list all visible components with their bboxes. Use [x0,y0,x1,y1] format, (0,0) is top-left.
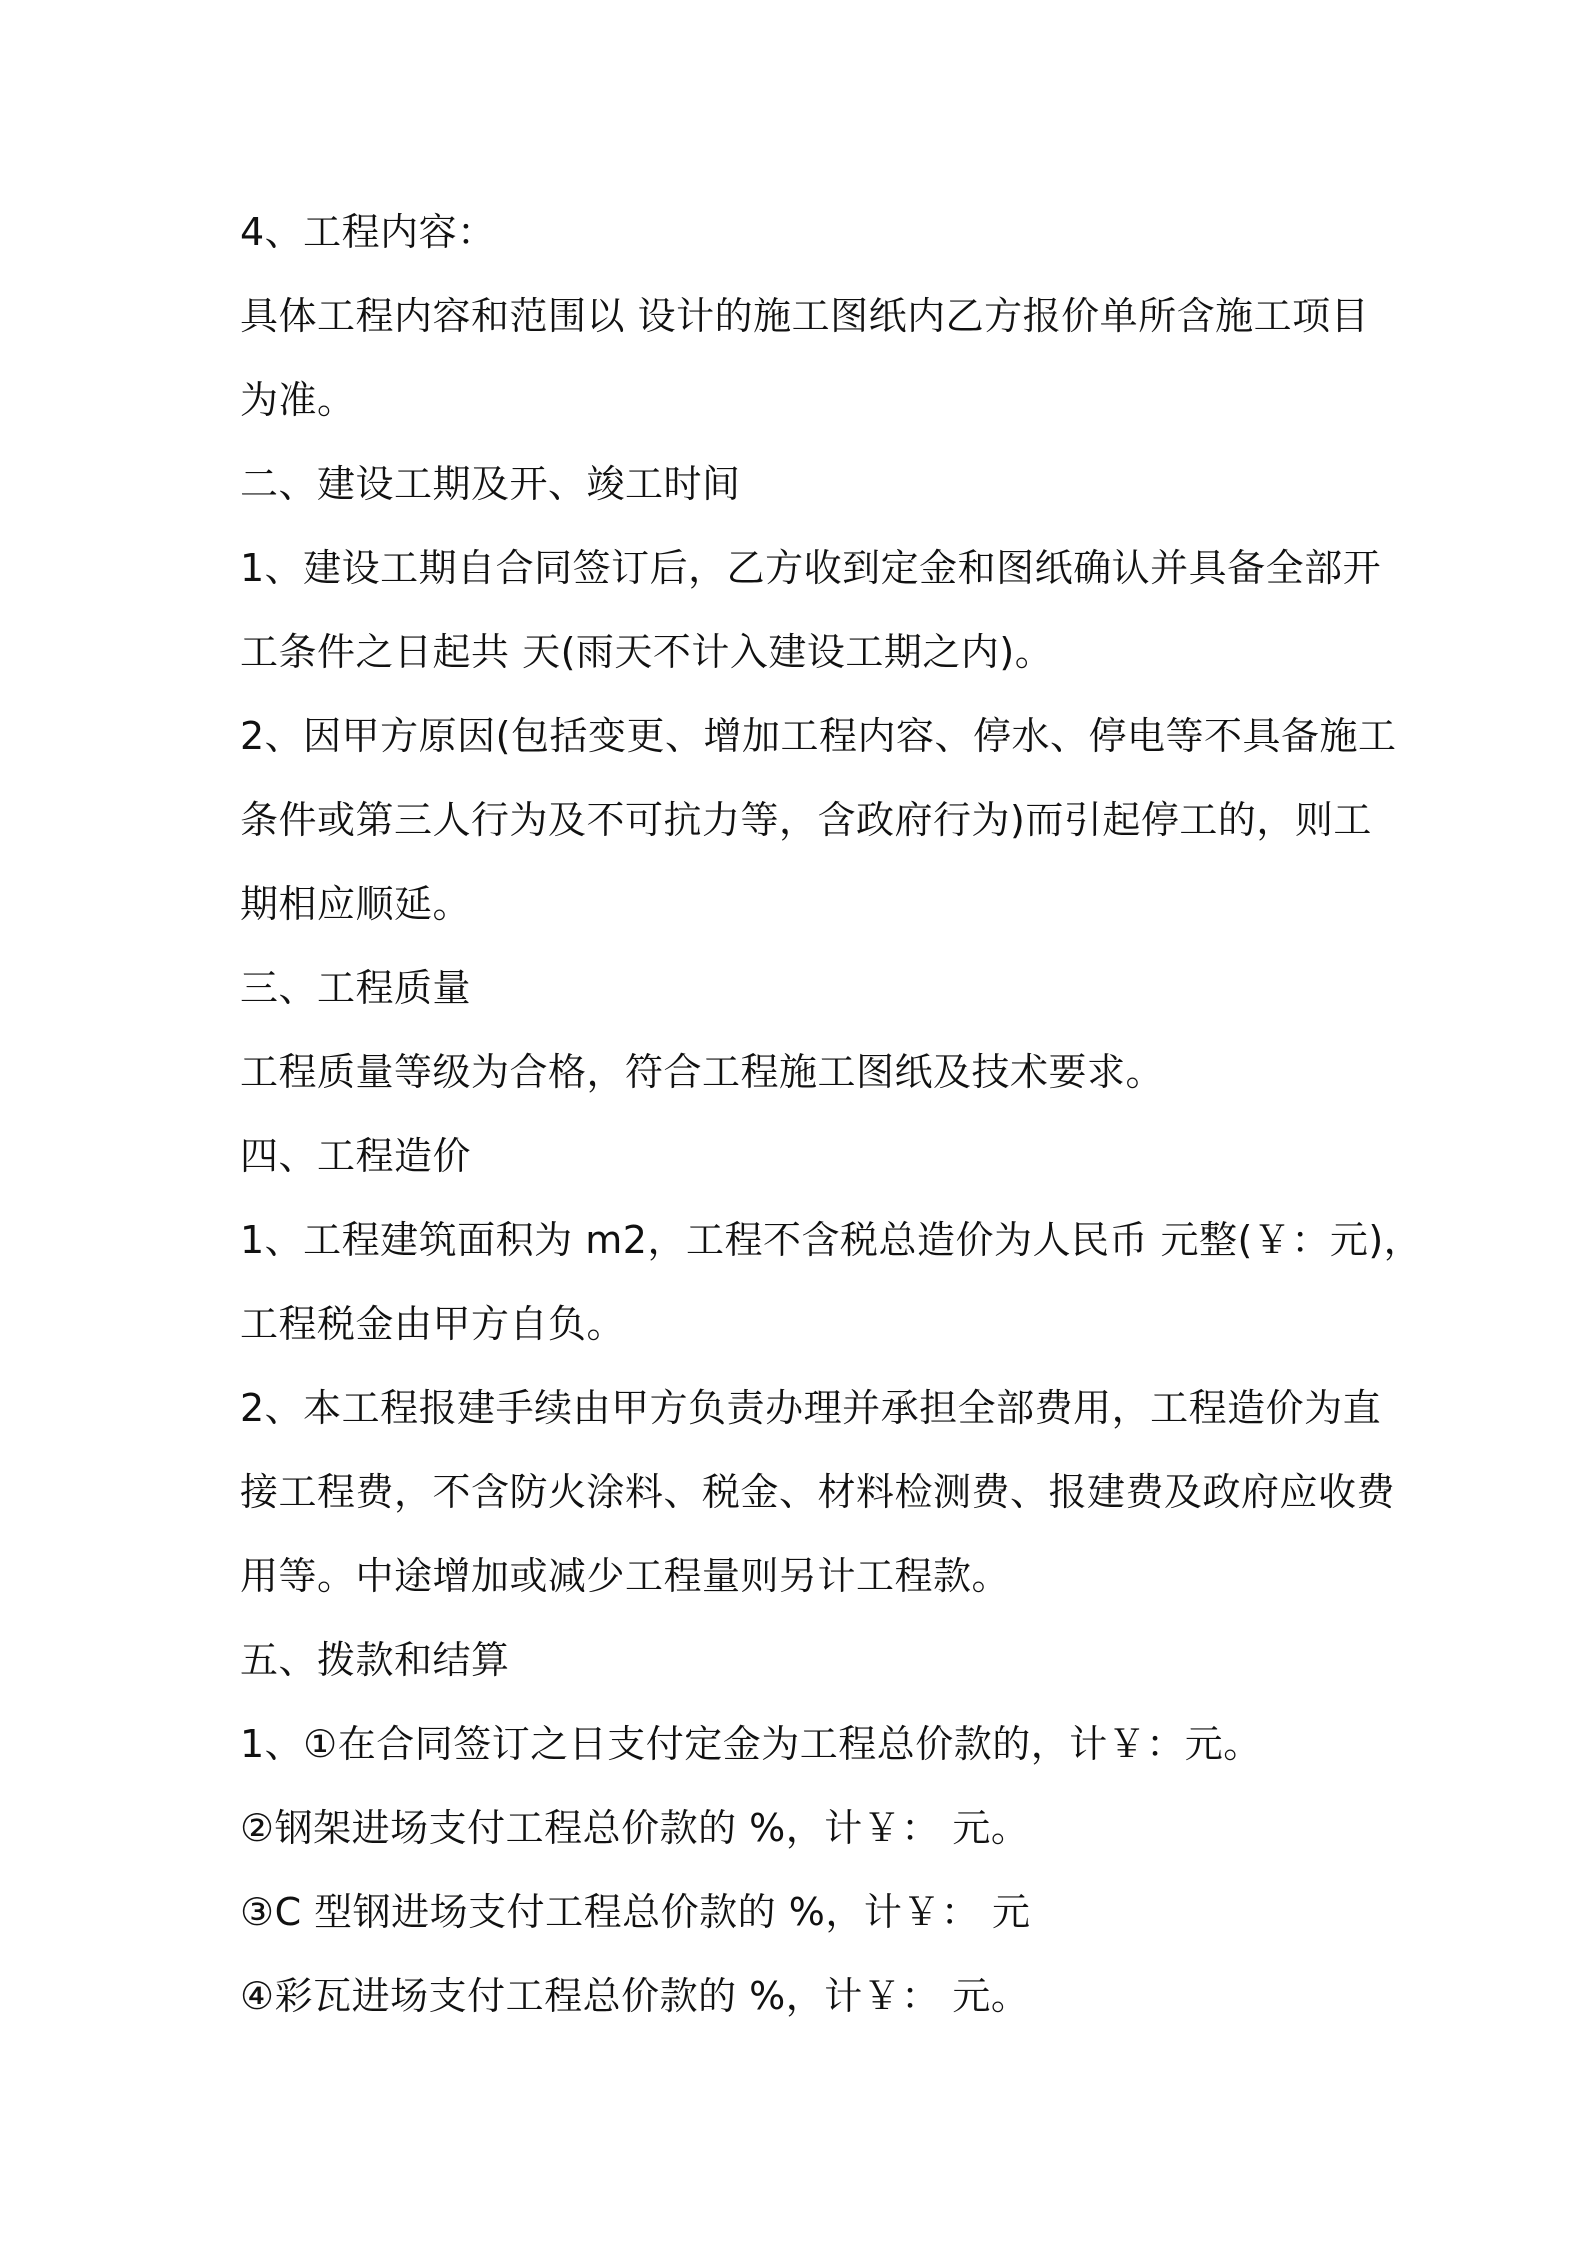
section-heading-cost: 四、工程造价 [240,1134,472,1178]
paragraph-line: 1、①在合同签订之日支付定金为工程总价款的，计￥：元。 [240,1722,1262,1766]
paragraph-line: 期相应顺延。 [240,882,472,926]
paragraph-line: ②钢架进场支付工程总价款的 %，计￥： 元。 [240,1806,1030,1850]
paragraph-line: 2、因甲方原因(包括变更、增加工程内容、停水、停电等不具备施工 [240,714,1397,758]
paragraph-line: ④彩瓦进场支付工程总价款的 %，计￥： 元。 [240,1974,1030,2018]
paragraph-line: 工程质量等级为合格，符合工程施工图纸及技术要求。 [240,1050,1165,1094]
paragraph-line: 具体工程内容和范围以 设计的施工图纸内乙方报价单所含施工项目 [240,294,1370,338]
paragraph-line: 1、工程建筑面积为 m2，工程不含税总造价为人民币 元整(￥：元)， [240,1218,1423,1262]
paragraph-line: 用等。中途增加或减少工程量则另计工程款。 [240,1554,1011,1598]
paragraph-line: 为准。 [240,378,356,422]
section-heading-payment: 五、拨款和结算 [240,1638,510,1682]
paragraph-line: 条件或第三人行为及不可抗力等，含政府行为)而引起停工的，则工 [240,798,1372,842]
paragraph-line: 接工程费，不含防火涂料、税金、材料检测费、报建费及政府应收费 [240,1470,1396,1514]
paragraph-line: 2、本工程报建手续由甲方负责办理并承担全部费用，工程造价为直 [240,1386,1382,1430]
paragraph-line: 工条件之日起共 天(雨天不计入建设工期之内)。 [240,630,1054,674]
document-body [240,190,1423,2038]
section-heading-quality: 三、工程质量 [240,966,472,1010]
paragraph-line: 1、建设工期自合同签订后，乙方收到定金和图纸确认并具备全部开 [240,546,1382,590]
section-heading-construction-period: 二、建设工期及开、竣工时间 [240,462,741,506]
section-heading-project-content: 4、工程内容： [240,210,496,254]
paragraph-line: 工程税金由甲方自负。 [240,1302,626,1346]
paragraph-line: ③C 型钢进场支付工程总价款的 %，计￥： 元 [240,1890,1031,1934]
